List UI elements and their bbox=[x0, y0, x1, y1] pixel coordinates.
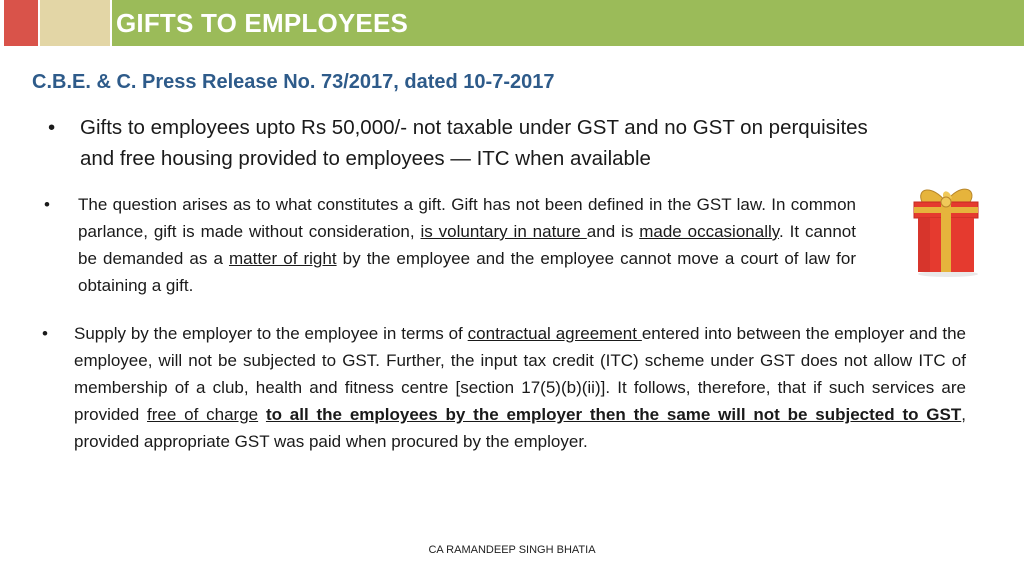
text-run: Supply by the employer to the employee in terms of bbox=[74, 324, 468, 343]
text-run: entered into between the employer and the employee, will not be subjected to GST. Further, the input tax credit (ITC) scheme under GST does not allow ITC of membership of a club, health and fitness centre [section 17(5)(b)(ii)]. It follows, therefore, that if such services are provided bbox=[74, 324, 966, 424]
header-accent-tan bbox=[40, 0, 110, 46]
text-run bbox=[258, 405, 266, 424]
bullet-marker: • bbox=[44, 195, 50, 214]
underlined-text: free of charge bbox=[147, 405, 259, 424]
text-run: The question arises as to what constitutes a gift. Gift has not been defined in the GST law. In common parlance, gift is made without consideration, bbox=[78, 195, 856, 241]
underlined-text: contractual agreement bbox=[467, 324, 642, 343]
header-bar bbox=[112, 0, 1024, 46]
bullet-item-gift-limit bbox=[48, 112, 868, 174]
text-run: and is bbox=[586, 222, 640, 241]
underlined-text: matter of right bbox=[228, 249, 337, 268]
slide-title: GIFTS TO EMPLOYEES bbox=[116, 7, 409, 38]
underlined-text: made occasionally bbox=[639, 222, 779, 241]
bullet-text bbox=[78, 191, 856, 299]
bullet-marker: • bbox=[48, 116, 56, 139]
text-run: , provided appropriate GST was paid when procured by the employer. bbox=[74, 405, 966, 451]
header-accent-red bbox=[4, 0, 38, 46]
bullet-item-gift-definition bbox=[44, 191, 856, 299]
bullet-marker: • bbox=[42, 324, 48, 343]
bullet-text: Gifts to employees upto Rs 50,000/- not taxable under GST and no GST on perquisites and free housing provided to employees — ITC when available bbox=[80, 116, 868, 170]
footer-author: CA RAMANDEEP SINGH BHATIA bbox=[428, 544, 596, 556]
bullet-text bbox=[74, 320, 966, 455]
bold-underlined-text: to all the employees by the employer then the same will not be subjected to GST bbox=[265, 405, 962, 424]
gift-box-icon bbox=[908, 180, 984, 278]
underlined-text: is voluntary in nature bbox=[420, 222, 587, 241]
text-run: . It cannot be demanded as a bbox=[78, 222, 856, 268]
text-run: by the employee and the employee cannot move a court of law for obtaining a gift. bbox=[78, 249, 856, 295]
bullet-item-employer-supply bbox=[42, 320, 966, 455]
press-release-subtitle: C.B.E. & C. Press Release No. 73/2017, dated 10-7-2017 bbox=[32, 71, 555, 93]
